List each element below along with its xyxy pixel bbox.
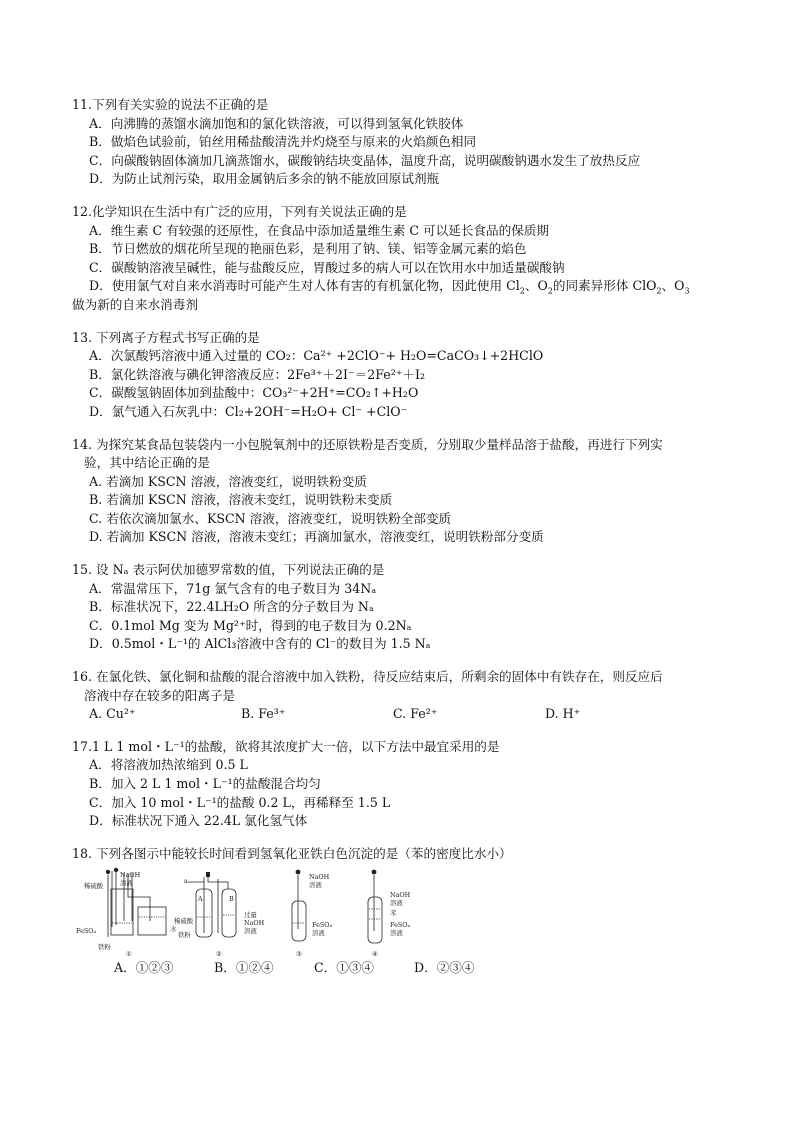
- question-17: [72, 738, 722, 831]
- option-c: C．0.1mol Mg 变为 Mg²⁺时，得到的电子数目为 0.2Nₐ: [89, 617, 412, 633]
- option-b: B. 若滴加 KSCN 溶液，溶液未变红，说明铁粉未变质: [89, 492, 393, 508]
- apparatus-figure: [72, 867, 552, 959]
- option-c: C．向碳酸钠固体滴加几滴蒸馏水，碳酸钠结块变晶体，温度升高，说明碳酸钠遇水发生了放热反应: [89, 152, 641, 168]
- option-d: D．②③④: [414, 960, 475, 976]
- question-13: [72, 329, 722, 422]
- test-tube: [368, 897, 382, 943]
- question-12: [72, 203, 722, 315]
- stopcock: [206, 872, 210, 877]
- label-a: a: [184, 877, 188, 886]
- option-d: D．为防止试剂污染，取用金属钠后多余的钠不能放回原试剂瓶: [89, 171, 440, 187]
- label-naoh: NaOH: [309, 873, 330, 882]
- tube-line: [204, 879, 218, 933]
- figure-number-3: ③: [296, 950, 302, 959]
- water-beaker: [138, 907, 166, 935]
- stopper-bulb: [106, 870, 110, 874]
- beaker-outline: [111, 889, 133, 935]
- subscript-2: 2: [656, 286, 662, 296]
- option-c: C．加入 10 mol・L⁻¹的盐酸 0.2 L，再稀释至 1.5 L: [89, 794, 391, 810]
- stopper-bulb: [114, 868, 118, 872]
- question-stem: 11.下列有关实验的说法不正确的是: [72, 97, 269, 112]
- label-naoh: NaOH: [390, 891, 411, 900]
- label-water: 水: [170, 925, 177, 934]
- option-c: C．①③④: [314, 960, 375, 976]
- question-stem: 17.1 L 1 mol・L⁻¹的盐酸，欲将其浓度扩大一倍，以下方法中最宜采用的是: [72, 738, 500, 754]
- option-a: A. Cu²⁺: [89, 706, 136, 722]
- option-c: C．碳酸氢钠固体加到盐酸中：CO₃²⁻+2H⁺=CO₂↑+H₂O: [89, 385, 419, 401]
- test-tube: [292, 901, 306, 941]
- option-b: B．做焰色试验前，铂丝用稀盐酸清洗并灼烧至与原来的火焰颜色相同: [89, 134, 477, 150]
- option-d-continuation: 做为新的自来水消毒剂: [72, 296, 198, 312]
- option-d: D．标准状况下通入 22.4L 氯化氢气体: [89, 813, 308, 829]
- label-excess: 过量: [244, 911, 257, 920]
- figure-number-1: ①: [126, 950, 132, 959]
- exam-page: [72, 96, 722, 978]
- option-d: D. H⁺: [545, 706, 581, 722]
- option-d: D．氯气通入石灰乳中：Cl₂+2OH⁻=H₂O+ Cl⁻ +ClO⁻: [89, 403, 408, 419]
- question-14: [72, 436, 722, 548]
- option-b: B．①②④: [214, 960, 274, 976]
- label-iron-powder: 铁粉: [98, 943, 111, 952]
- option-b: B．节日燃放的烟花所呈现的艳丽色彩，是利用了钠、镁、铝等金属元素的焰色: [89, 241, 527, 257]
- option-a: A. 若滴加 KSCN 溶液，溶液变红，说明铁粉变质: [89, 473, 367, 489]
- question-stem-continuation: 溶液中存在较多的阳离子是: [84, 687, 236, 703]
- question-stem: 18. 下列各图示中能较长时间看到氢氧化亚铁白色沉淀的是（苯的密度比水小）: [72, 845, 512, 861]
- label-solution: 溶液: [390, 929, 403, 938]
- option-d: [72, 277, 722, 296]
- label-solution: 溶液: [309, 881, 322, 890]
- label-solution: 溶液: [390, 899, 403, 908]
- question-stem: 12.化学知识在生活中有广泛的应用，下列有关说法正确的是: [72, 203, 407, 219]
- option-c: C. 若依次滴加氯水、KSCN 溶液，溶液变红，说明铁粉全部变质: [89, 510, 452, 526]
- question-stem: 14. 为探究某食品包装袋内一小包脱氧剂中的还原铁粉是否变质，分别取少量样品溶于盐酸，再进行下列实: [72, 436, 663, 452]
- subscript-2: 2: [519, 286, 525, 296]
- question-stem: 15. 设 Nₐ 表示阿伏加德罗常数的值，下列说法正确的是: [72, 562, 385, 578]
- option-row: [72, 705, 722, 724]
- option-b: B．加入 2 L 1 mol・L⁻¹的盐酸混合均匀: [89, 776, 321, 791]
- label-feso4: FeSO₄: [390, 921, 411, 930]
- question-16: [72, 668, 722, 724]
- option-d-text-3: 的同素异形体 ClO: [552, 278, 657, 294]
- label-naoh: NaOH: [244, 919, 265, 928]
- liquid-layers: [369, 909, 381, 919]
- option-a: A．①②③: [114, 960, 174, 976]
- option-a: A．将溶液加热浓缩到 0.5 L: [89, 757, 248, 773]
- option-a: A．维生素 C 有较强的还原性，在食品中添加适量维生素 C 可以延长食品的保质期: [89, 222, 549, 238]
- option-b: B．氯化铁溶液与碘化钾溶液反应：2Fe³⁺＋2I⁻＝2Fe²⁺＋I₂: [89, 366, 426, 382]
- question-18: [72, 845, 722, 978]
- option-row: [72, 959, 722, 978]
- option-d: D. 若滴加 KSCN 溶液，溶液未变红；再滴加氯水，溶液变红，说明铁粉部分变质: [89, 529, 544, 545]
- dropper-bulb: [372, 870, 377, 875]
- connection-tubes: [188, 875, 228, 889]
- subscript-2: 2: [547, 286, 553, 296]
- figure-number-2: ②: [216, 950, 222, 959]
- option-b: B．标准状况下，22.4LH₂O 所含的分子数目为 Nₐ: [89, 599, 374, 615]
- option-c: C. Fe²⁺: [393, 706, 438, 722]
- label-solution: 溶液: [120, 879, 133, 888]
- question-stem-continuation: 验，其中结论正确的是: [84, 455, 210, 471]
- label-feso4: FeSO₄: [76, 927, 97, 936]
- dropper-tubes: [108, 871, 112, 937]
- option-c: C．碳酸钠溶液呈碱性，能与盐酸反应，胃酸过多的病人可以在饮用水中加适量碳酸钠: [89, 259, 565, 275]
- option-a: A．常温常压下，71g 氯气含有的电子数目为 34Nₐ: [89, 580, 377, 596]
- liquid-level: [197, 915, 235, 917]
- option-d-text-2: 、O: [524, 278, 548, 294]
- label-naoh: NaOH: [120, 871, 141, 880]
- label-iron-powder: 铁粉: [178, 931, 191, 940]
- subscript-3: 3: [684, 286, 690, 296]
- label-A: A: [198, 895, 203, 904]
- question-stem: 13. 下列离子方程式书写正确的是: [72, 329, 260, 345]
- option-b: B. Fe³⁺: [241, 706, 286, 722]
- label-solution: 溶液: [312, 929, 325, 938]
- label-dilute-acid: 稀硫酸: [174, 917, 194, 926]
- option-d: D．0.5mol・L⁻¹的 AlCl₃溶液中含有的 Cl⁻的数目为 1.5 Nₐ: [89, 636, 431, 652]
- question-stem: 16. 在氯化铁、氯化铜和盐酸的混合溶液中加入铁粉，待反应结束后，所剩余的固体中有铁存在，则反应后: [72, 669, 663, 685]
- apparatus-drawing: [72, 867, 552, 959]
- question-11: [72, 96, 722, 189]
- label-dilute-acid: 稀硫酸: [84, 882, 104, 891]
- option-d-text-1: D．使用氯气对自来水消毒时可能产生对人体有害的有机氯化物，因此使用 Cl: [89, 278, 520, 294]
- label-benzene: 苯: [390, 909, 397, 918]
- option-a: A．次氯酸钙溶液中通入过量的 CO₂：Ca²⁺ +2ClO⁻+ H₂O=CaCO₃↓+2HClO: [89, 348, 544, 364]
- option-a: A．向沸腾的蒸馏水滴加饱和的氯化铁溶液，可以得到氢氧化铁胶体: [89, 115, 464, 131]
- label-solution: 溶液: [244, 927, 257, 936]
- option-d-text-4: 、O: [661, 278, 685, 294]
- question-15: [72, 561, 722, 654]
- dropper-bulb: [296, 870, 301, 875]
- label-feso4: FeSO₄: [312, 921, 333, 930]
- figure-number-4: ④: [372, 950, 378, 959]
- label-B: B: [229, 895, 234, 904]
